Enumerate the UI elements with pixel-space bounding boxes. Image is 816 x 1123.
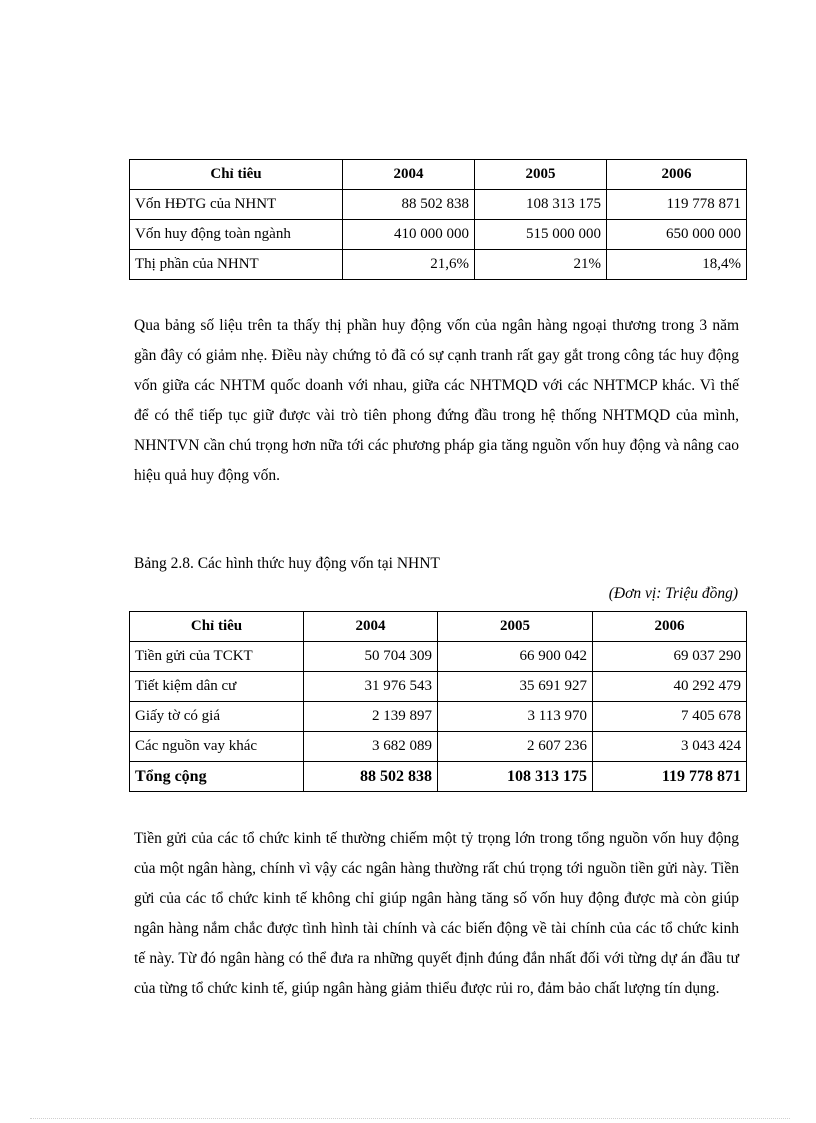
total-label: Tổng cộng [130, 762, 304, 792]
cell-2005: 3 113 970 [438, 702, 593, 732]
total-2004: 88 502 838 [304, 762, 438, 792]
cell-2005: 2 607 236 [438, 732, 593, 762]
table-header-row [130, 612, 747, 642]
header-indicator: Chỉ tiêu [130, 160, 343, 190]
row-label: Vốn HĐTG của NHNT [130, 190, 343, 220]
header-2004: 2004 [343, 160, 475, 190]
header-2006: 2006 [607, 160, 747, 190]
cell-2004: 88 502 838 [343, 190, 475, 220]
cell-2005: 21% [475, 250, 607, 280]
cell-2006: 69 037 290 [593, 642, 747, 672]
total-2005: 108 313 175 [438, 762, 593, 792]
cell-2004: 410 000 000 [343, 220, 475, 250]
cell-2006: 18,4% [607, 250, 747, 280]
header-indicator: Chỉ tiêu [130, 612, 304, 642]
cell-2005: 35 691 927 [438, 672, 593, 702]
header-2005: 2005 [475, 160, 607, 190]
table-row [130, 702, 747, 732]
table-row [130, 642, 747, 672]
cell-2005: 108 313 175 [475, 190, 607, 220]
table-total-row [130, 762, 747, 792]
page-bottom-divider [30, 1118, 790, 1119]
cell-2006: 3 043 424 [593, 732, 747, 762]
cell-2005: 66 900 042 [438, 642, 593, 672]
table-header-row [130, 160, 747, 190]
table-unit-note: (Đơn vị: Triệu đồng) [608, 585, 738, 602]
header-2005: 2005 [438, 612, 593, 642]
cell-2006: 7 405 678 [593, 702, 747, 732]
table-row [130, 220, 747, 250]
cell-2005: 515 000 000 [475, 220, 607, 250]
total-2006: 119 778 871 [593, 762, 747, 792]
cell-2004: 3 682 089 [304, 732, 438, 762]
capital-mobilization-table [129, 611, 747, 792]
table-row [130, 250, 747, 280]
cell-2006: 650 000 000 [607, 220, 747, 250]
header-2004: 2004 [304, 612, 438, 642]
paragraph-deposits: Tiền gửi của các tổ chức kinh tế thường chiếm một tỷ trọng lớn trong tổng nguồn vốn huy động của một ngân hàng, chính vì vậy các ngân hàng thường rất chú trọng tới nguồn tiền gửi này. Tiền gửi của các tổ chức kinh tế không chỉ giúp ngân hàng tăng số vốn huy động được mà còn giúp ngân hàng nắm chắc được tình hình tài chính và các biến động về tài chính của các tổ chức kinh tế này. Từ đó ngân hàng có thể đưa ra những quyết định đúng đắn nhất đối với từng dự án đầu tư của từng tổ chức kinh tế, giúp ngân hàng giảm thiểu được rủi ro, đảm bảo chất lượng tín dụng. [134, 830, 739, 997]
row-label: Các nguồn vay khác [130, 732, 304, 762]
cell-2004: 31 976 543 [304, 672, 438, 702]
cell-2004: 50 704 309 [304, 642, 438, 672]
market-share-table [129, 159, 747, 280]
paragraph-market-share: Qua bảng số liệu trên ta thấy thị phần huy động vốn của ngân hàng ngoại thương trong 3 năm gần đây có giảm nhẹ. Điều này chứng tỏ đã có sự cạnh tranh rất gay gắt trong công tác huy động vốn giữa các NHTM quốc doanh với nhau, giữa các NHTMQD với các NHTMCP khác. Vì thế để có thể tiếp tục giữ được vài trò tiên phong đứng đầu trong hệ thống NHTMQD của mình, NHNTVN cần chú trọng hơn nữa tới các phương pháp gia tăng nguồn vốn huy động và nâng cao hiệu quả huy động vốn. [134, 317, 739, 484]
row-label: Tiết kiệm dân cư [130, 672, 304, 702]
header-2006: 2006 [593, 612, 747, 642]
row-label: Giấy tờ có giá [130, 702, 304, 732]
cell-2006: 119 778 871 [607, 190, 747, 220]
table-row [130, 190, 747, 220]
row-label: Tiền gửi của TCKT [130, 642, 304, 672]
table-caption: Bảng 2.8. Các hình thức huy động vốn tại NHNT [134, 555, 440, 572]
table-row [130, 672, 747, 702]
cell-2004: 21,6% [343, 250, 475, 280]
table-row [130, 732, 747, 762]
cell-2006: 40 292 479 [593, 672, 747, 702]
row-label: Vốn huy động toàn ngành [130, 220, 343, 250]
row-label: Thị phần của NHNT [130, 250, 343, 280]
cell-2004: 2 139 897 [304, 702, 438, 732]
